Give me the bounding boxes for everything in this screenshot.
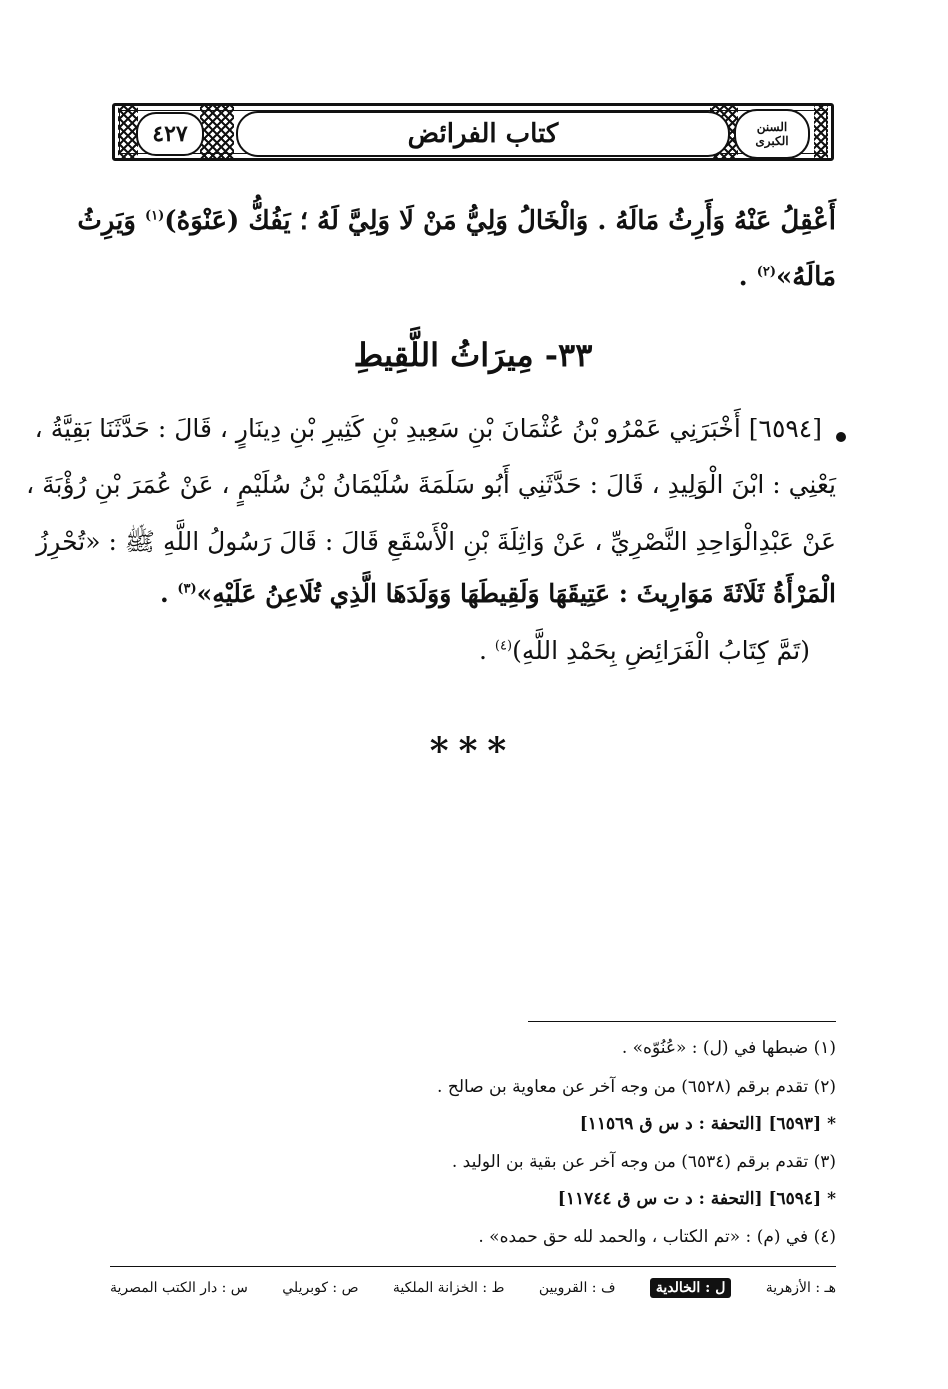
legend-rule bbox=[110, 1266, 836, 1267]
footnote-3: (٣) تقدم برقم (٦٥٣٤) من وجه آخر عن بقية بن الوليد . bbox=[451, 1152, 836, 1172]
ornament-right-outer bbox=[814, 103, 828, 161]
star-icon: * bbox=[827, 1114, 836, 1134]
legend-item-fa: ف : القرويين bbox=[538, 1280, 616, 1296]
section-separator: *** bbox=[429, 730, 517, 772]
logo-line-1: السنن bbox=[756, 120, 788, 134]
footnote-1: (١) ضبطها في (ل) : «عُنُوّه» . bbox=[621, 1038, 836, 1058]
book-logo bbox=[734, 109, 810, 159]
legend-item-s: س : دار الكتب المصرية bbox=[110, 1280, 248, 1296]
running-header bbox=[112, 103, 834, 161]
closing-line: (تَمَّ كِتَابُ الْفَرَائِضِ بِحَمْدِ اللَّهِ)$^{(٤)}$ . bbox=[479, 636, 810, 665]
hadith-line-4: الْمَرْأَةُ ثَلَاثَةَ مَوَارِيثَ : عَتِيقَهَا وَلَقِيطَهَا وَوَلَدَهَا الَّذِي تُلَاعِنُ عَلَيْهِ»$^{(٣)}$ . bbox=[159, 579, 836, 608]
text-line-2: مَالَهُ»$^{(٢)}$ . bbox=[738, 262, 836, 292]
hadith-line-2: يَعْنِي : ابْنَ الْوَلِيدِ ، قَالَ : حَدَّثَنِي أَبُو سَلَمَةَ سُلَيْمَانُ بْنُ سُلَيْمٍ ، عَنْ عُمَرَ بْنِ رُؤْبَةَ ، bbox=[26, 470, 836, 499]
section-heading: ٣٣- مِيرَاثُ اللَّقِيطِ bbox=[353, 336, 593, 374]
legend-item-ta: ط : الخزانة الملكية bbox=[392, 1280, 505, 1296]
legend-item-lam: ل : الخالدية bbox=[650, 1278, 732, 1298]
footnote-2: (٢) تقدم برقم (٦٥٢٨) من وجه آخر عن معاوية بن صالح . bbox=[437, 1077, 836, 1097]
footnote-rule bbox=[528, 1021, 836, 1022]
manuscript-legend bbox=[110, 1274, 836, 1302]
text-line-1: أَعْقِلُ عَنْهُ وَأَرِثُ مَالَهُ . وَالْخَالُ وَلِيُّ مَنْ لَا وَلِيَّ لَهُ ؛ يَفُكُّ (عَنْوَهُ)$^{(١)}$ وَيَرِثُ bbox=[77, 206, 836, 236]
hadith-line-3: عَنْ عَبْدِالْوَاحِدِ النَّصْرِيِّ ، عَنْ وَاثِلَةَ بْنِ الْأَسْقَعِ قَالَ : قَالَ رَسُولُ اللَّهِ ﷺ : «تُحْرِزُ bbox=[36, 527, 836, 556]
tuhfa-note-6593: *[٦٥٩٣] [التحفة : د س ق ١١٥٦٩] bbox=[579, 1114, 836, 1134]
footnote-4: (٤) في (م) : «تم الكتاب ، والحمد لله حق حمده» . bbox=[478, 1227, 836, 1247]
legend-item-ha: هـ : الأزهرية bbox=[765, 1280, 836, 1296]
hadith-line-1: [٦٥٩٤] أَخْبَرَنِي عَمْرُو بْنُ عُثْمَانَ بْنِ سَعِيدِ بْنِ كَثِيرِ بْنِ دِينَارٍ ، قَالَ : حَدَّثَنَا بَقِيَّةُ ، bbox=[34, 414, 822, 443]
footnote-ref-4: (٤) bbox=[494, 638, 513, 654]
footnote-ref-3: (٣) bbox=[177, 581, 197, 597]
ornament-left-outer bbox=[118, 103, 138, 161]
tuhfa-note-6594: *[٦٥٩٤] [التحفة : د ت س ق ١١٧٤٤] bbox=[557, 1189, 836, 1209]
page-number: ٤٢٧ bbox=[136, 112, 204, 156]
footnote-ref-1: (١) bbox=[144, 208, 165, 224]
ornament-left-inner bbox=[200, 103, 234, 161]
logo-line-2: الكبرى bbox=[755, 134, 789, 148]
star-icon: * bbox=[827, 1189, 836, 1209]
footnote-ref-2: (٢) bbox=[756, 264, 777, 280]
legend-item-sad: ص : كوبريلي bbox=[282, 1280, 359, 1296]
bullet-icon bbox=[836, 432, 846, 442]
book-title: كتاب الفرائض bbox=[236, 111, 730, 157]
